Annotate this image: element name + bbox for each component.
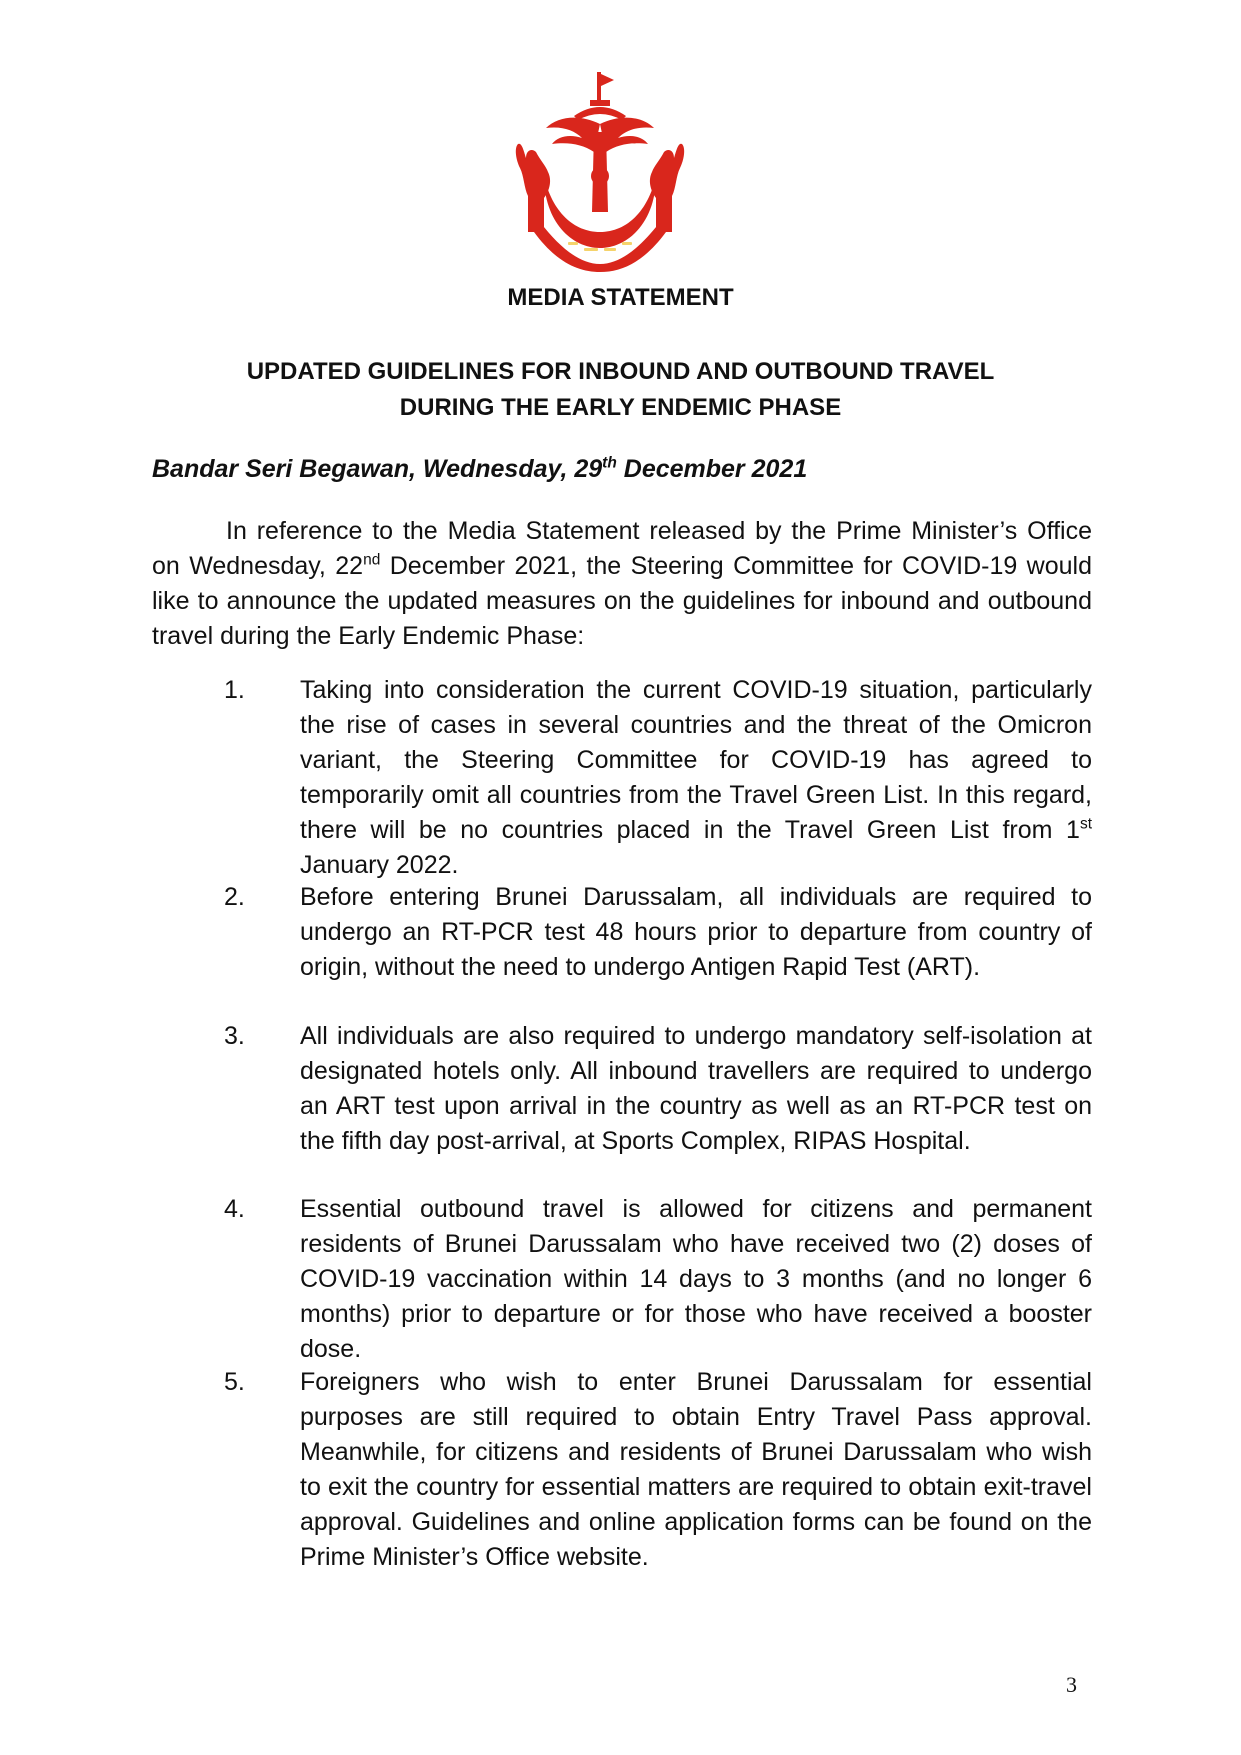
- dateline-month-year: December 2021: [616, 455, 808, 483]
- statement-title-line-1: UPDATED GUIDELINES FOR INBOUND AND OUTBOUND TRAVEL: [246, 358, 995, 385]
- list-item-number: 1.: [224, 676, 245, 704]
- intro-text-2: December 2021, the Steering Committee for COVID-19 would like to announce the updated measures on the guidelines for inbound and outbound travel during the Early Endemic Phase:: [152, 552, 1092, 650]
- list-item-text: Foreigners who wish to enter Brunei Darussalam for essential purposes are still required to obtain Entry Travel Pass approval. Meanwhile, for citizens and residents of Brunei Darussalam who wish to exit the country for essential matters are required to obtain exit-travel approval. Guidelines and online application forms can be found on the Prime Minister’s Office website.: [300, 1368, 1092, 1571]
- list-item-text: [300, 673, 1092, 883]
- list-item-text: All individuals are also required to undergo mandatory self-isolation at designated hotels only. All inbound travellers are required to undergo an ART test upon arrival in the country as well as an RT-PCR test on the fifth day post-arrival, at Sports Complex, RIPAS Hospital.: [300, 1022, 1092, 1155]
- dateline-ordinal: th: [602, 454, 617, 472]
- statement-title-line-2: DURING THE EARLY ENDEMIC PHASE: [399, 394, 842, 421]
- list-item-ordinal: st: [1079, 815, 1092, 833]
- list-item-text: Before entering Brunei Darussalam, all individuals are required to undergo an RT-PCR test 48 hours prior to departure from country of origin, without the need to undergo Antigen Rapid Test (ART).: [300, 883, 1092, 981]
- dateline-text: Bandar Seri Begawan, Wednesday, 29: [152, 455, 603, 483]
- brunei-crest-icon: [510, 72, 690, 272]
- list-item-number: 5.: [224, 1368, 245, 1396]
- statement-title: [0, 354, 1241, 426]
- intro-text-1: In reference to the Media Statement released by the Prime Minister’s Office on Wednesday, 22: [152, 517, 1092, 580]
- list-item-text-2: January 2022.: [300, 851, 459, 879]
- list-item-text: Essential outbound travel is allowed for citizens and permanent residents of Brunei Darussalam who have received two (2) doses of COVID-19 vaccination within 14 days to 3 months (and no longer 6 months) prior to departure or for those who have received a booster dose.: [300, 1195, 1092, 1363]
- statement-label: MEDIA STATEMENT: [507, 284, 734, 311]
- intro-paragraph: [152, 514, 1092, 654]
- list-item-number: 4.: [224, 1195, 245, 1223]
- list-item-number: 2.: [224, 883, 245, 911]
- intro-ordinal: nd: [363, 551, 381, 569]
- page-number: 3: [1066, 1672, 1077, 1697]
- dateline: [152, 455, 807, 484]
- list-item-number: 3.: [224, 1022, 245, 1050]
- list-item-text-1: Taking into consideration the current COVID-19 situation, particularly the rise of cases in several countries and the threat of the Omicron variant, the Steering Committee for COVID-19 has agreed to temporarily omit all countries from the Travel Green List. In this regard, there will be no countries placed in the Travel Green List from 1: [300, 676, 1092, 844]
